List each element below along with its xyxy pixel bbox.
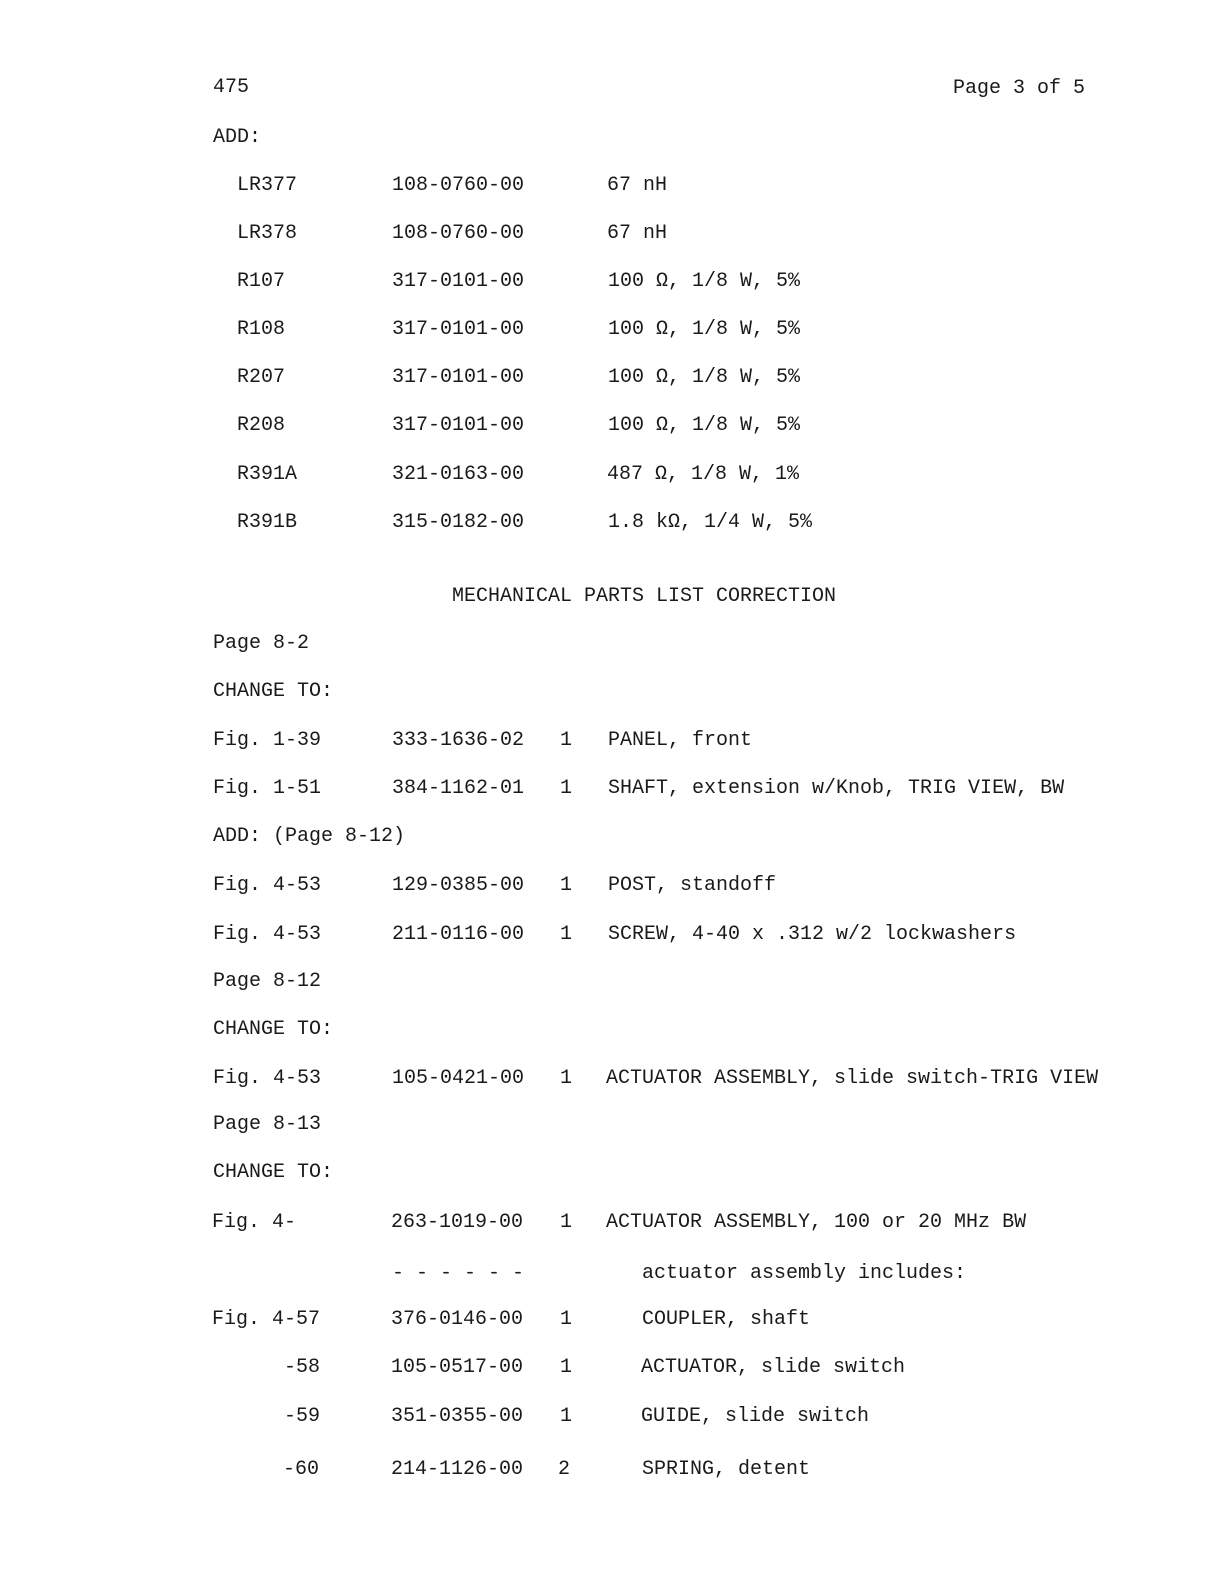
figure-ref: -58 <box>284 1356 321 1379</box>
quantity: 1 <box>560 923 573 946</box>
section-title: MECHANICAL PARTS LIST CORRECTION <box>452 585 837 608</box>
quantity: 1 <box>560 777 573 800</box>
part-number: 105-0517-00 <box>391 1356 524 1379</box>
page-reference: Page 8-2 <box>213 632 310 655</box>
part-number: 214-1126-00 <box>391 1458 524 1481</box>
ref-designator: LR378 <box>237 222 298 245</box>
figure-ref: Fig. 4-53 <box>213 923 322 946</box>
quantity: 2 <box>558 1458 571 1481</box>
part-number: 376-0146-00 <box>391 1308 524 1331</box>
figure-ref: Fig. 4- <box>212 1211 297 1234</box>
part-description: 100 Ω, 1/8 W, 5% <box>608 270 801 293</box>
quantity: 1 <box>560 729 573 752</box>
part-description: ACTUATOR ASSEMBLY, slide switch-TRIG VIEW <box>606 1067 1099 1090</box>
part-description: ACTUATOR ASSEMBLY, 100 or 20 MHz BW <box>606 1211 1027 1234</box>
add-label: ADD: <box>213 126 262 149</box>
part-description: COUPLER, shaft <box>642 1308 811 1331</box>
part-description: 1.8 kΩ, 1/4 W, 5% <box>608 511 813 534</box>
quantity: 1 <box>560 1211 573 1234</box>
part-number: 317-0101-00 <box>392 414 525 437</box>
figure-ref: Fig. 4-53 <box>213 874 322 897</box>
quantity: 1 <box>560 874 573 897</box>
part-number: 211-0116-00 <box>392 923 525 946</box>
part-description: POST, standoff <box>608 874 777 897</box>
part-number: 317-0101-00 <box>392 366 525 389</box>
part-number: 317-0101-00 <box>392 318 525 341</box>
ref-designator: R108 <box>237 318 286 341</box>
part-number: 108-0760-00 <box>392 222 525 245</box>
part-number: 333-1636-02 <box>392 729 525 752</box>
ref-designator: R391B <box>237 511 298 534</box>
figure-ref: Fig. 1-51 <box>213 777 322 800</box>
quantity: 1 <box>560 1308 573 1331</box>
part-number: 317-0101-00 <box>392 270 525 293</box>
doc-number: 475 <box>213 76 250 99</box>
part-description: 67 nH <box>607 222 668 245</box>
ref-designator: LR377 <box>237 174 298 197</box>
part-description: ACTUATOR, slide switch <box>641 1356 906 1379</box>
change-to-label: CHANGE TO: <box>213 1018 334 1041</box>
part-number: 263-1019-00 <box>391 1211 524 1234</box>
part-number: 108-0760-00 <box>392 174 525 197</box>
part-description: PANEL, front <box>608 729 753 752</box>
separator-dashes: - - - - - - <box>392 1262 525 1285</box>
part-number: 384-1162-01 <box>392 777 525 800</box>
part-description: SCREW, 4-40 x .312 w/2 lockwashers <box>608 923 1017 946</box>
part-number: 129-0385-00 <box>392 874 525 897</box>
change-to-label: CHANGE TO: <box>213 1161 334 1184</box>
ref-designator: R107 <box>237 270 286 293</box>
add-page-label: ADD: (Page 8-12) <box>213 825 406 848</box>
figure-ref: -60 <box>283 1458 320 1481</box>
part-description: 67 nH <box>607 174 668 197</box>
change-to-label: CHANGE TO: <box>213 680 334 703</box>
ref-designator: R391A <box>237 463 298 486</box>
ref-designator: R207 <box>237 366 286 389</box>
part-description: GUIDE, slide switch <box>641 1405 870 1428</box>
part-description: 100 Ω, 1/8 W, 5% <box>608 414 801 437</box>
page-label: Page 3 of 5 <box>953 77 1086 100</box>
part-description: SHAFT, extension w/Knob, TRIG VIEW, BW <box>608 777 1065 800</box>
figure-ref: Fig. 1-39 <box>213 729 322 752</box>
part-description: 487 Ω, 1/8 W, 1% <box>607 463 800 486</box>
part-description: 100 Ω, 1/8 W, 5% <box>608 366 801 389</box>
part-description: 100 Ω, 1/8 W, 5% <box>608 318 801 341</box>
part-number: 315-0182-00 <box>392 511 525 534</box>
page-reference: Page 8-13 <box>213 1113 322 1136</box>
ref-designator: R208 <box>237 414 286 437</box>
part-number: 351-0355-00 <box>391 1405 524 1428</box>
part-number: 321-0163-00 <box>392 463 525 486</box>
part-number: 105-0421-00 <box>392 1067 525 1090</box>
page-reference: Page 8-12 <box>213 970 322 993</box>
part-description: actuator assembly includes: <box>642 1262 967 1285</box>
figure-ref: -59 <box>284 1405 321 1428</box>
part-description: SPRING, detent <box>642 1458 811 1481</box>
quantity: 1 <box>560 1067 573 1090</box>
quantity: 1 <box>560 1356 573 1379</box>
figure-ref: Fig. 4-53 <box>213 1067 322 1090</box>
quantity: 1 <box>560 1405 573 1428</box>
figure-ref: Fig. 4-57 <box>212 1308 321 1331</box>
